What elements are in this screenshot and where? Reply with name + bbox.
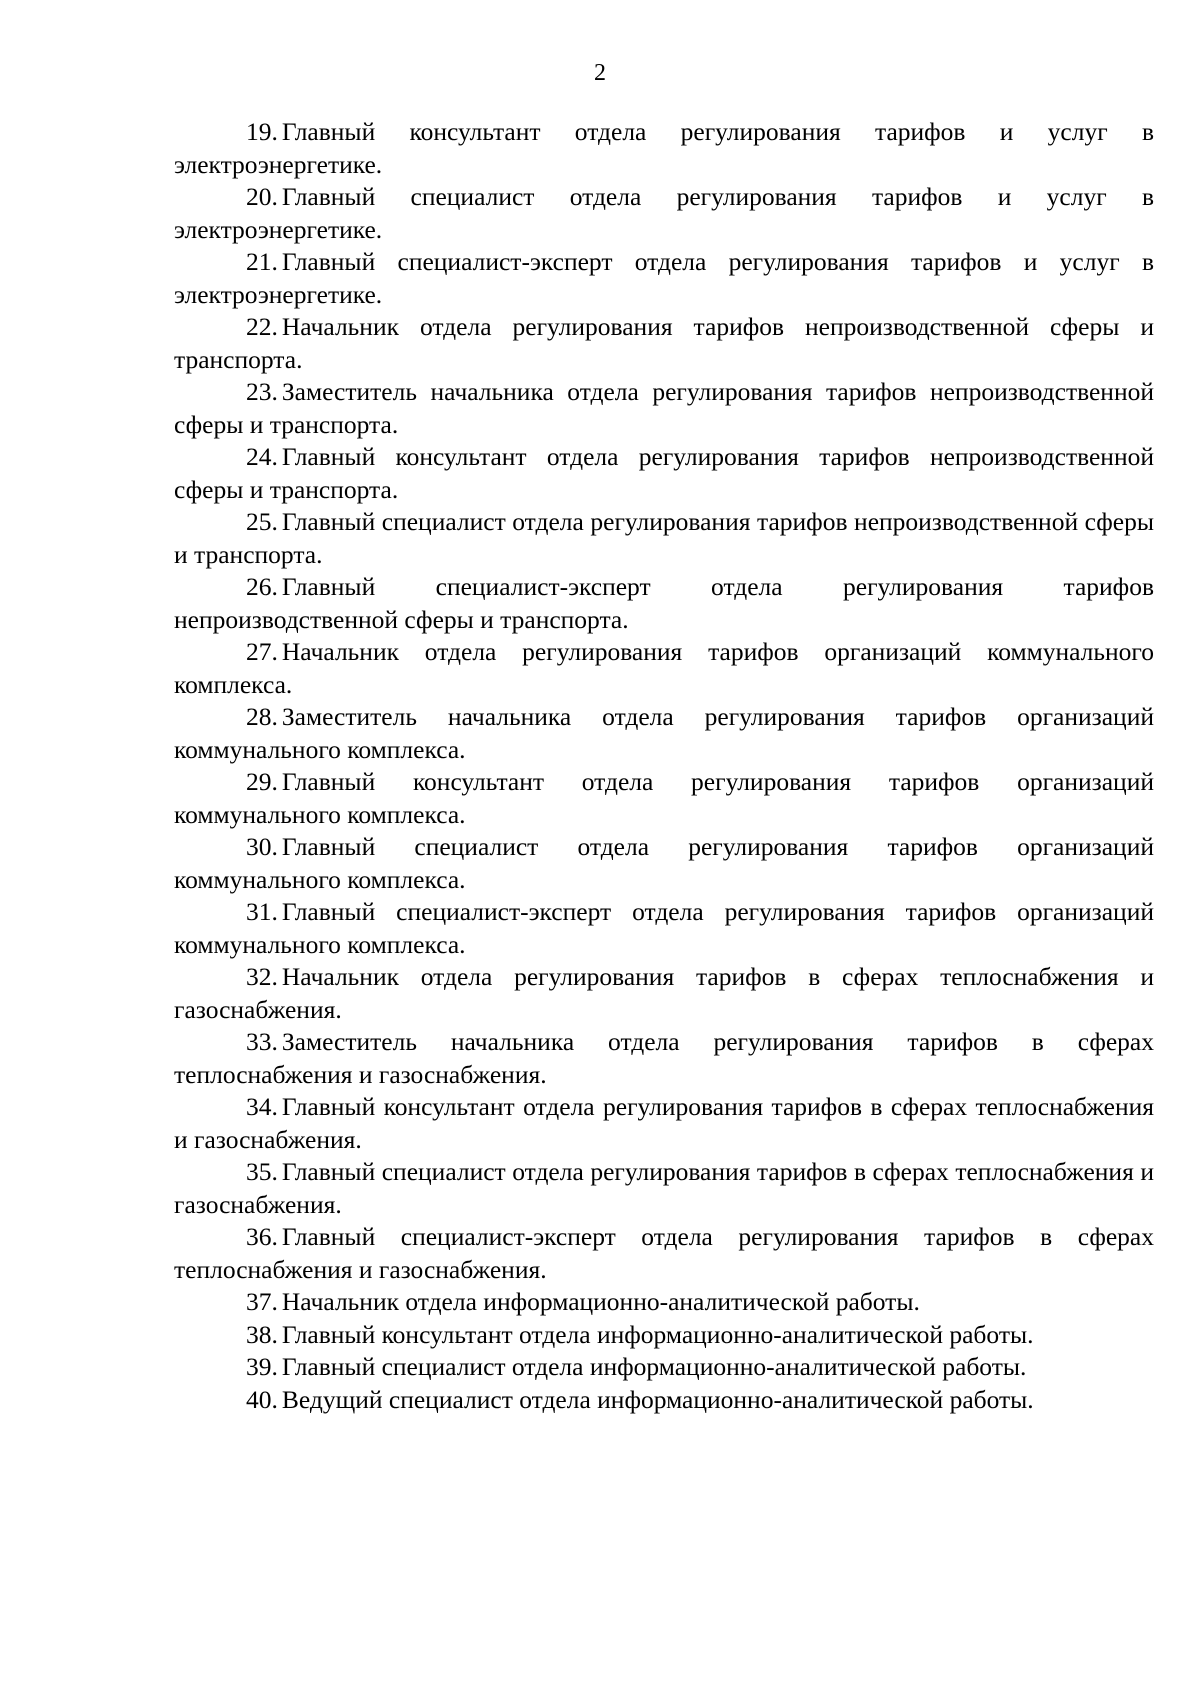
list-item xyxy=(174,311,1154,376)
item-number: 40. xyxy=(246,1384,278,1414)
item-text: Ведущий специалист отдела информационно-аналитической работы. xyxy=(281,1384,1034,1414)
list-item xyxy=(174,1221,1154,1286)
item-number: 38. xyxy=(246,1319,278,1349)
item-number: 34. xyxy=(246,1092,278,1121)
item-text: Главный консультант отдела регулирования тарифов непроизводственной сферы и транспорта. xyxy=(174,442,1154,504)
list-item xyxy=(174,1319,1154,1352)
item-number: 25. xyxy=(246,507,278,536)
list-item xyxy=(174,896,1154,961)
item-number: 36. xyxy=(246,1222,278,1251)
item-number: 39. xyxy=(246,1352,278,1381)
item-number: 21. xyxy=(246,247,278,276)
list-item xyxy=(174,506,1154,571)
item-text: Главный специалист отдела регулирования тарифов непроизводственной сферы и транспорта. xyxy=(174,507,1154,569)
item-text: Начальник отдела регулирования тарифов непроизводственной сферы и транспорта. xyxy=(174,312,1154,374)
item-number: 37. xyxy=(246,1287,278,1316)
item-number: 28. xyxy=(246,702,278,731)
item-number: 22. xyxy=(246,312,278,341)
item-number: 29. xyxy=(246,767,278,796)
list-item xyxy=(174,701,1154,766)
item-text: Главный специалист отдела информационно-аналитической работы. xyxy=(281,1352,1027,1381)
item-text: Главный консультант отдела регулирования тарифов организаций коммунального комплекса. xyxy=(174,767,1154,829)
list-item xyxy=(174,636,1154,701)
item-text: Главный специалист отдела регулирования тарифов и услуг в электроэнергетике. xyxy=(174,182,1154,244)
list-item xyxy=(174,961,1154,1026)
list-item xyxy=(174,1286,1154,1319)
item-text: Главный специалист-эксперт отдела регулирования тарифов в сферах теплоснабжения и газоснабжения. xyxy=(174,1222,1154,1284)
item-text: Главный специалист-эксперт отдела регулирования тарифов организаций коммунального комплекса. xyxy=(174,897,1154,959)
item-text: Главный консультант отдела регулирования тарифов в сферах теплоснабжения и газоснабжения. xyxy=(174,1092,1154,1154)
item-number: 31. xyxy=(246,897,278,926)
item-text: Главный специалист-эксперт отдела регулирования тарифов и услуг в электроэнергетике. xyxy=(174,247,1154,309)
list-item xyxy=(174,831,1154,896)
item-text: Начальник отдела регулирования тарифов в сферах теплоснабжения и газоснабжения. xyxy=(174,962,1154,1024)
item-text: Заместитель начальника отдела регулирования тарифов в сферах теплоснабжения и газоснабжения. xyxy=(174,1027,1154,1089)
item-number: 26. xyxy=(246,572,278,601)
item-text: Главный консультант отдела регулирования тарифов и услуг в электроэнергетике. xyxy=(174,117,1154,179)
item-number: 20. xyxy=(246,182,278,211)
item-number: 23. xyxy=(246,377,278,406)
list-item xyxy=(174,1091,1154,1156)
item-text: Заместитель начальника отдела регулирования тарифов непроизводственной сферы и транспорта. xyxy=(174,377,1154,439)
item-text: Главный специалист-эксперт отдела регулирования тарифов непроизводственной сферы и транспорта. xyxy=(174,572,1154,634)
list-item xyxy=(174,1384,1154,1417)
position-list xyxy=(174,116,1154,1416)
list-item xyxy=(174,1351,1154,1384)
item-text: Главный консультант отдела информационно-аналитической работы. xyxy=(281,1319,1034,1349)
item-number: 32. xyxy=(246,962,278,991)
list-item xyxy=(174,376,1154,441)
item-number: 19. xyxy=(246,117,278,146)
item-number: 30. xyxy=(246,832,278,861)
list-item xyxy=(174,766,1154,831)
item-number: 27. xyxy=(246,637,278,666)
item-number: 24. xyxy=(246,442,278,471)
item-number: 33. xyxy=(246,1027,278,1056)
item-number: 35. xyxy=(246,1157,278,1186)
item-text: Главный специалист отдела регулирования тарифов организаций коммунального комплекса. xyxy=(174,832,1154,894)
list-item xyxy=(174,571,1154,636)
list-item xyxy=(174,441,1154,506)
list-item xyxy=(174,1156,1154,1221)
item-text: Начальник отдела регулирования тарифов организаций коммунального комплекса. xyxy=(174,637,1154,699)
list-item xyxy=(174,1026,1154,1091)
item-text: Заместитель начальника отдела регулирования тарифов организаций коммунального комплекса. xyxy=(174,702,1154,764)
item-text: Главный специалист отдела регулирования тарифов в сферах теплоснабжения и газоснабжения. xyxy=(174,1157,1154,1219)
page-number: 2 xyxy=(594,60,606,86)
list-item xyxy=(174,116,1154,181)
item-text: Начальник отдела информационно-аналитической работы. xyxy=(281,1287,920,1316)
list-item xyxy=(174,246,1154,311)
list-item xyxy=(174,181,1154,246)
